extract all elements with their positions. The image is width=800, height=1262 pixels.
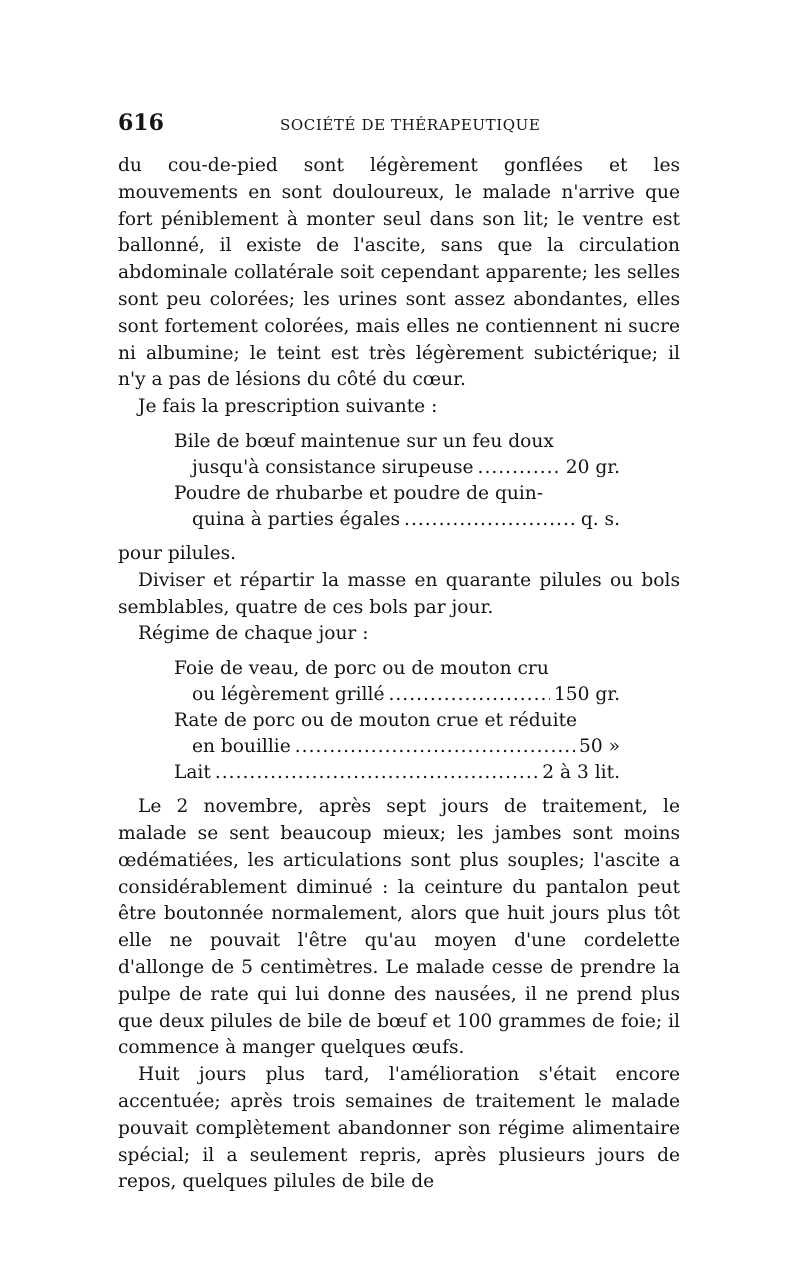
diet-quantity: 50 » — [579, 736, 620, 758]
prescription-item-continued: quina à parties égales ..... q. s. — [174, 507, 620, 533]
diet-item: Foie de veau, de porc ou de mouton cru — [174, 658, 549, 680]
page-body — [118, 153, 680, 1196]
diet-quantity: 150 gr. — [553, 684, 620, 706]
leader-dots — [295, 734, 575, 760]
leader-dots — [215, 760, 538, 786]
paragraph-prescription-intro: Je fais la prescription suivante : — [138, 396, 438, 418]
diet-item-continued: en bouillie ..... 50 » — [174, 734, 620, 760]
paragraph-dosage: Diviser et répartir la masse en quarante pilules ou bols semblables, quatre de ces bols par jour. — [118, 569, 680, 618]
prescription-quantity: 20 gr. — [565, 456, 620, 478]
diet-list — [174, 656, 620, 786]
leader-dots — [404, 507, 577, 533]
paragraph-symptoms: du cou-de-pied sont légèrement gonflées et les mouvements en sont douloureux, le malade n'arrive que fort péniblement à monter seul dans son lit; le ventre est ballonné, il existe de l'ascite, sans que la circulation abdominale collatérale soit cependant apparente; les selles sont peu colorées; les urines sont assez abondantes, elles sont fortement colorées, mais elles ne contiennent ni sucre ni albumine; le teint est très légèrement subictérique; il n'y a pas de lésions du côté du cœur. — [118, 155, 680, 391]
page-number: 616 — [118, 110, 164, 136]
diet-item: Lait ..... 2 à 3 lit. — [174, 760, 620, 786]
running-title: SOCIÉTÉ DE THÉRAPEUTIQUE — [280, 116, 541, 134]
paragraph-outcome: Huit jours plus tard, l'amélioration s'était encore accentuée; après trois semaines de traitement le malade pouvait complètement abandonner son régime alimentaire spécial; il a seulement repris, après plusieurs jours de repos, quelques pilules de bile de — [118, 1064, 680, 1193]
prescription-item-continued: jusqu'à consistance sirupeuse ..... 20 gr. — [174, 455, 620, 481]
diet-item: Rate de porc ou de mouton crue et réduite — [174, 710, 578, 732]
prescription-list — [174, 429, 620, 533]
page-header — [118, 110, 680, 140]
paragraph-pills: pour pilules. — [118, 542, 237, 564]
prescription-quantity: q. s. — [580, 508, 620, 530]
diet-quantity: 2 à 3 lit. — [542, 762, 620, 784]
paragraph-progress: Le 2 novembre, après sept jours de traitement, le malade se sent beaucoup mieux; les jambes sont moins œdématiées, les articulations sont plus souples; l'ascite a considérablement diminué : la ceinture du pantalon peut être boutonnée normalement, alors que huit jours plus tôt elle ne pouvait l'être qu'au moyen d'une cordelette d'allonge de 5 centimètres. Le malade cesse de prendre la pulpe de rate qui lui donne des nausées, il ne prend plus que deux pilules de bile de bœuf et 100 grammes de foie; il commence à manger quelques œufs. — [118, 796, 680, 1059]
paragraph-diet-intro: Régime de chaque jour : — [138, 623, 369, 645]
leader-dots — [478, 455, 562, 481]
prescription-item: Poudre de rhubarbe et poudre de quin- — [174, 482, 544, 504]
leader-dots — [388, 682, 549, 708]
diet-item-continued: ou légèrement grillé ..... 150 gr. — [174, 682, 620, 708]
prescription-item: Bile de bœuf maintenue sur un feu doux — [174, 430, 554, 452]
